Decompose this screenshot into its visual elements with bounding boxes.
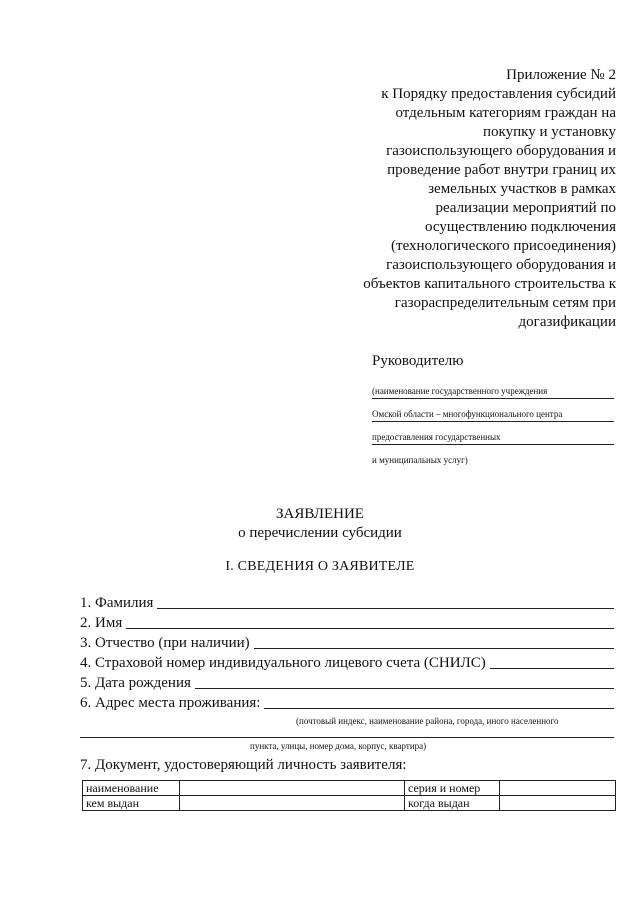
appendix-line: покупку и установку (483, 124, 616, 140)
appendix-line: газоиспользующего оборудования и (386, 143, 616, 159)
document-subtitle: о перечислении субсидии (238, 525, 402, 541)
appendix-line: (технологического присоединения) (391, 238, 616, 254)
field-name[interactable] (80, 612, 614, 632)
appendix-line: земельных участков в рамках (428, 181, 616, 197)
field-input-line[interactable] (157, 607, 614, 609)
field-input-line[interactable] (264, 707, 614, 709)
appendix-line: догазификации (518, 314, 616, 330)
address-hint: (почтовый индекс, наименование района, города, иного населенного (296, 716, 559, 726)
field-input-line[interactable] (195, 687, 614, 689)
table-label: наименование (83, 781, 180, 796)
field-label: 1. Фамилия (80, 595, 154, 611)
field-surname[interactable] (80, 592, 614, 612)
appendix-line: к Порядку предоставления субсидий (381, 86, 616, 102)
table-row (83, 781, 616, 796)
addressee-line: Омской области – многофункционального центра (372, 407, 614, 422)
table-cell-input[interactable] (500, 796, 616, 811)
appendix-line: газоиспользующего оборудования и (386, 257, 616, 273)
table-label: серия и номер (405, 781, 500, 796)
appendix-line: Приложение № 2 (506, 67, 616, 83)
addressee-line: и муниципальных услуг) (372, 455, 468, 465)
table-row (83, 796, 616, 811)
appendix-block (316, 66, 616, 332)
appendix-line: осуществлению подключения (425, 219, 616, 235)
address-input-line[interactable] (80, 737, 614, 738)
addressee-heading: Руководителю (372, 353, 464, 369)
appendix-line: объектов капитального строительства к (363, 276, 616, 292)
address-hint: пункта, улицы, номер дома, корпус, квартира) (250, 741, 427, 751)
field-input-line[interactable] (254, 647, 614, 649)
appendix-line: реализации мероприятий по (435, 200, 616, 216)
field-label: 6. Адрес места проживания: (80, 695, 261, 711)
id-document-heading: 7. Документ, удостоверяющий личность заявителя: (80, 757, 407, 773)
field-address[interactable] (80, 692, 614, 712)
addressee-line: предоставления государственных (372, 430, 614, 445)
table-cell-input[interactable] (180, 781, 405, 796)
table-label: когда выдан (405, 796, 500, 811)
field-label: 5. Дата рождения (80, 675, 191, 691)
field-label: 4. Страховой номер индивидуального лицевого счета (СНИЛС) (80, 655, 486, 671)
section-heading: I. СВЕДЕНИЯ О ЗАЯВИТЕЛЕ (225, 559, 415, 574)
field-patronymic[interactable] (80, 632, 614, 652)
applicant-fields (80, 592, 614, 712)
appendix-line: газораспределительным сетям при (394, 295, 616, 311)
field-label: 3. Отчество (при наличии) (80, 635, 250, 651)
table-label: кем выдан (83, 796, 180, 811)
addressee-block (372, 352, 614, 475)
addressee-line: (наименование государственного учреждения (372, 384, 614, 399)
field-input-line[interactable] (490, 667, 614, 669)
appendix-line: отдельным категориям граждан на (395, 105, 616, 121)
table-cell-input[interactable] (500, 781, 616, 796)
appendix-line: проведение работ внутри границ их (387, 162, 616, 178)
field-snils[interactable] (80, 652, 614, 672)
table-cell-input[interactable] (180, 796, 405, 811)
id-document-table (82, 780, 616, 811)
field-label: 2. Имя (80, 615, 123, 631)
field-input-line[interactable] (126, 627, 614, 629)
field-birth-date[interactable] (80, 672, 614, 692)
document-title: ЗАЯВЛЕНИЕ (276, 506, 364, 522)
